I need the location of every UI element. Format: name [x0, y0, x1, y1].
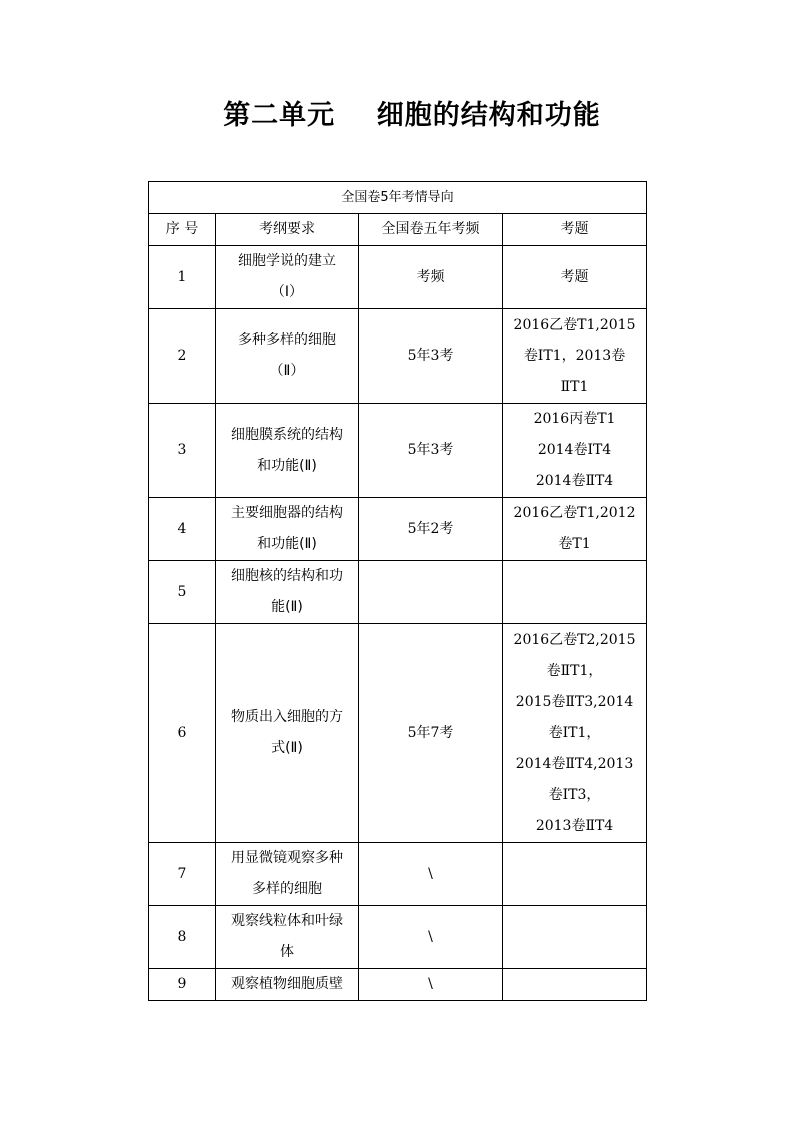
- row-index: 6: [149, 624, 216, 843]
- table-row: [149, 969, 647, 1001]
- row-requirement: 细胞膜系统的结构 和功能(Ⅱ): [216, 404, 359, 498]
- row-exam-questions: 考题: [503, 246, 647, 309]
- row-index: 2: [149, 309, 216, 404]
- table-row: [149, 498, 647, 561]
- row-exam-questions: [503, 906, 647, 969]
- row-exam-questions: 2016丙卷T1 2014卷ⅠT4 2014卷ⅡT4: [503, 404, 647, 498]
- row-index: 1: [149, 246, 216, 309]
- header-index: 序 号: [149, 214, 216, 246]
- row-frequency: \: [359, 969, 503, 1001]
- header-exam-questions: 考题: [503, 214, 647, 246]
- row-exam-questions: [503, 969, 647, 1001]
- row-index: 9: [149, 969, 216, 1001]
- row-frequency: 考频: [359, 246, 503, 309]
- row-frequency: 5年7考: [359, 624, 503, 843]
- row-requirement: 主要细胞器的结构 和功能(Ⅱ): [216, 498, 359, 561]
- row-requirement: 用显微镜观察多种 多样的细胞: [216, 843, 359, 906]
- row-requirement: 观察植物细胞质壁: [216, 969, 359, 1001]
- row-exam-questions: [503, 843, 647, 906]
- row-index: 5: [149, 561, 216, 624]
- table-row: [149, 309, 647, 404]
- table-row: [149, 561, 647, 624]
- row-requirement: 观察线粒体和叶绿 体: [216, 906, 359, 969]
- page-title: 第二单元 细胞的结构和功能: [223, 100, 601, 131]
- table-row: [149, 843, 647, 906]
- row-frequency: [359, 561, 503, 624]
- row-requirement: 细胞核的结构和功 能(Ⅱ): [216, 561, 359, 624]
- row-index: 3: [149, 404, 216, 498]
- table-row: [149, 246, 647, 309]
- row-frequency: 5年3考: [359, 404, 503, 498]
- table-row: [149, 624, 647, 843]
- row-exam-questions: 2016乙卷T1,2015 卷ⅠT1，2013卷 ⅡT1: [503, 309, 647, 404]
- row-exam-questions: 2016乙卷T1,2012 卷T1: [503, 498, 647, 561]
- row-frequency: \: [359, 906, 503, 969]
- table-row: [149, 906, 647, 969]
- row-index: 7: [149, 843, 216, 906]
- row-exam-questions: [503, 561, 647, 624]
- table-caption: 全国卷5年考情导向: [149, 182, 647, 214]
- header-exam-frequency: 全国卷五年考频: [359, 214, 503, 246]
- row-frequency: 5年2考: [359, 498, 503, 561]
- row-frequency: \: [359, 843, 503, 906]
- row-requirement: 多种多样的细胞 （Ⅱ）: [216, 309, 359, 404]
- row-requirement: 物质出入细胞的方 式(Ⅱ): [216, 624, 359, 843]
- row-requirement: 细胞学说的建立 （Ⅰ）: [216, 246, 359, 309]
- header-syllabus-requirement: 考纲要求: [216, 214, 359, 246]
- row-index: 8: [149, 906, 216, 969]
- exam-frequency-table: [148, 181, 647, 1001]
- row-frequency: 5年3考: [359, 309, 503, 404]
- row-index: 4: [149, 498, 216, 561]
- row-exam-questions: 2016乙卷T2,2015 卷ⅡT1， 2015卷ⅡT3,2014 卷ⅠT1， 2014卷ⅡT4,2013 卷ⅠT3， 2013卷ⅡT4: [503, 624, 647, 843]
- table-row: [149, 404, 647, 498]
